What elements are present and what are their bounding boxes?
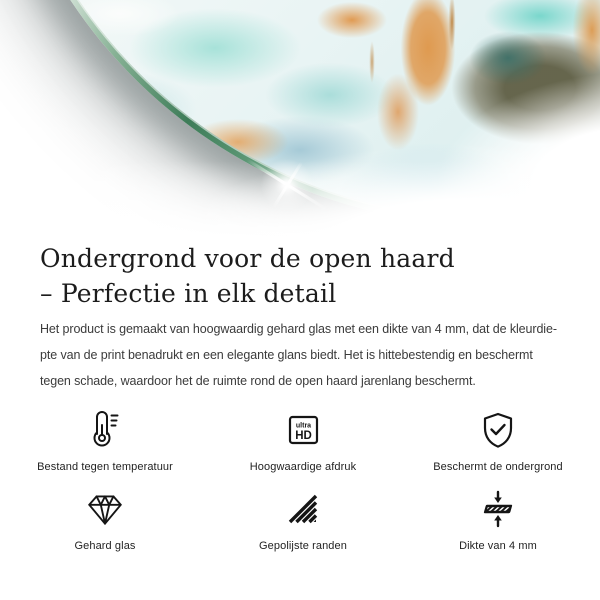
description-line: tegen schade, waardoor het de ruimte rond de open haard jarenlang beschermt.: [40, 374, 476, 388]
ultra-hd-icon: [283, 408, 323, 452]
ultra-text: ultra: [295, 422, 312, 430]
feature-print-quality: [210, 408, 396, 473]
feature-thickness: [396, 487, 600, 552]
feature-label: Dikte van 4 mm: [459, 540, 537, 552]
page-title: [0, 237, 600, 311]
features-grid: [0, 408, 600, 552]
hd-text: HD: [295, 430, 312, 442]
feature-label: Hoogwaardige afdruk: [249, 461, 357, 473]
page-title-line1: Ondergrond voor de open haard: [40, 244, 455, 273]
feature-label: Gepolijste randen: [259, 540, 347, 552]
thickness-icon: [478, 487, 518, 531]
product-image: [0, 0, 600, 237]
page-title-line2: – Perfectie in elk detail: [40, 279, 337, 308]
feature-label: Gehard glas: [74, 540, 136, 552]
feature-temperature: [0, 408, 210, 473]
diamond-icon: [84, 487, 126, 531]
description-line: pte van de print benadrukt en een elegante glans biedt. Het is hittebestendig en beschermt: [40, 348, 533, 362]
polished-edges-icon: [283, 487, 323, 531]
thermometer-icon: [85, 408, 125, 452]
product-description: [40, 316, 600, 394]
feature-tempered-glass: [0, 487, 210, 552]
shield-check-icon: [478, 408, 518, 452]
feature-protection: [396, 408, 600, 473]
description-line: Het product is gemaakt van hoogwaardig gehard glas met een dikte van 4 mm, dat de kleurdie-: [40, 322, 557, 336]
feature-label: Bestand tegen temperatuur: [37, 461, 173, 473]
feature-polished-edges: [210, 487, 396, 552]
feature-label: Beschermt de ondergrond: [433, 461, 563, 473]
